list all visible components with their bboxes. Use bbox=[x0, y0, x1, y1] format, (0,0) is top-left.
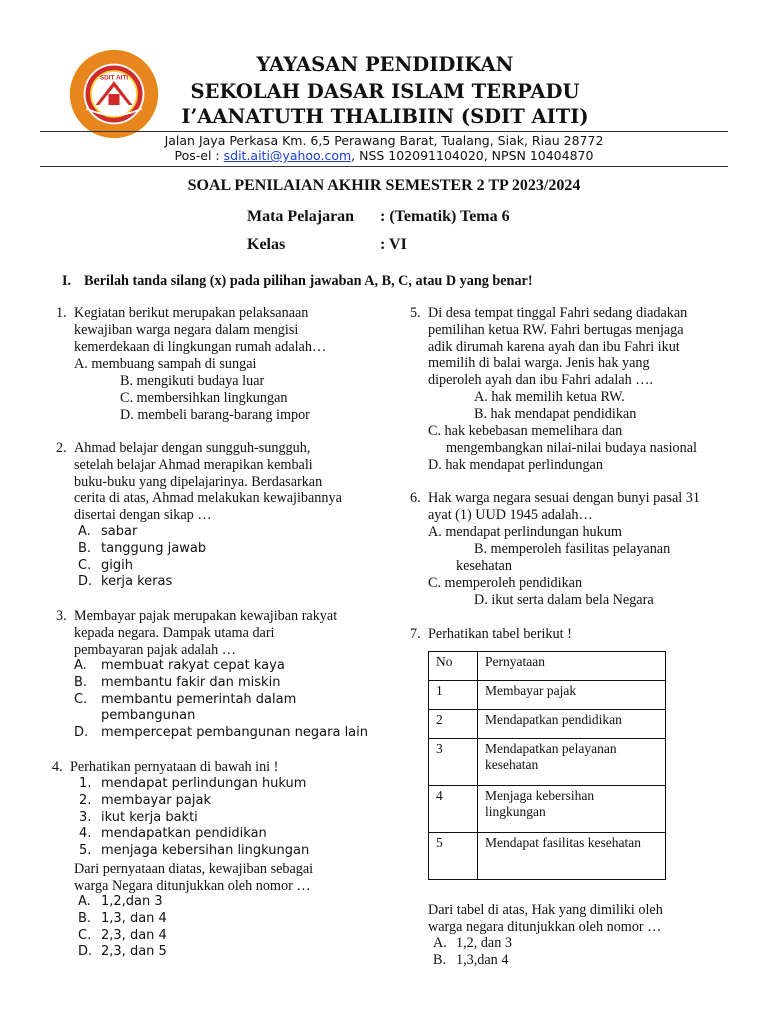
instruction-text: Berilah tanda silang (x) pada pilihan jawaban A, B, C, atau D yang benar! bbox=[84, 273, 533, 289]
q5-line: adik dirumah karena ayah dan ibu Fahri ikut bbox=[428, 338, 680, 355]
q4-question bbox=[74, 861, 370, 895]
q2-number: 2. bbox=[56, 440, 67, 456]
q5-option-b[interactable]: B. hak mendapat pendidikan bbox=[474, 406, 637, 422]
table-cell-no: 2 bbox=[429, 710, 478, 739]
q4-option-c[interactable]: 2,3, dan 4 bbox=[101, 927, 167, 943]
q2-options bbox=[101, 524, 206, 591]
q3-line: pembayaran pajak adalah … bbox=[74, 641, 236, 658]
q6-stem bbox=[428, 490, 728, 524]
q5-option-a[interactable]: A. hak memilih ketua RW. bbox=[474, 389, 625, 405]
q7-letters bbox=[433, 935, 447, 969]
q2-option-a[interactable]: sabar bbox=[101, 524, 138, 539]
q6-line: Hak warga negara sesuai dengan bunyi pasal 31 bbox=[428, 490, 700, 506]
q2-letter-d: D. bbox=[78, 574, 93, 590]
logo-lower-text: TUALANG bbox=[103, 115, 125, 121]
q3-options bbox=[101, 658, 368, 742]
table-cell-statement: Mendapat fasilitas kesehatan bbox=[478, 833, 666, 880]
table-header-statement: Pernyataan bbox=[478, 652, 666, 681]
q7-option-b[interactable]: 1,3,dan 4 bbox=[456, 951, 509, 968]
q3-letter-spacer bbox=[74, 708, 88, 725]
table-cell-statement: Menjaga kebersihan lingkungan bbox=[478, 786, 666, 833]
q5-option-c[interactable]: C. hak kebebasan memelihara dan bbox=[428, 423, 623, 439]
q1-option-d[interactable]: D. membeli barang-barang impor bbox=[120, 407, 310, 423]
q6-option-a[interactable]: A. mendapat perlindungan hukum bbox=[428, 524, 622, 540]
q2-line: Ahmad belajar dengan sungguh-sungguh, bbox=[74, 440, 311, 456]
q6-option-b-cont: kesehatan bbox=[456, 558, 512, 574]
q4-letter-c: C. bbox=[78, 927, 92, 943]
q2-option-c[interactable]: gigih bbox=[101, 557, 133, 573]
q3-letter-b: B. bbox=[74, 674, 88, 690]
q4-list-num: 3. bbox=[79, 809, 92, 825]
q5-line: Di desa tempat tinggal Fahri sedang diadakan bbox=[428, 305, 688, 321]
q3-stem bbox=[74, 608, 370, 658]
table-cell-no: 4 bbox=[429, 786, 478, 833]
q5-stem bbox=[428, 305, 724, 389]
q1-number: 1. bbox=[56, 305, 67, 321]
q1-stem bbox=[74, 305, 370, 355]
q2-stem bbox=[74, 440, 370, 524]
q7-question bbox=[428, 902, 728, 936]
q4-list-num: 5. bbox=[79, 843, 92, 859]
q1-line: Kegiatan berikut merupakan pelaksanaan bbox=[74, 305, 309, 321]
school-name: I’AANATUTH THALIBIIN (SDIT AITI) bbox=[181, 105, 589, 128]
q2-line: setelah belajar Ahmad merapikan kembali bbox=[74, 456, 313, 473]
table-row bbox=[429, 681, 666, 710]
contact-line bbox=[40, 148, 728, 164]
q3-letter-d: D. bbox=[74, 725, 89, 741]
q1-line: kemerdekaan di lingkungan rumah adalah… bbox=[74, 338, 327, 355]
q4-letter-b: B. bbox=[78, 910, 92, 926]
subject-value: : (Tematik) Tema 6 bbox=[380, 208, 510, 225]
school-type: SEKOLAH DASAR ISLAM TERPADU bbox=[190, 80, 580, 103]
q3-line: kepada negara. Dampak utama dari bbox=[74, 624, 275, 641]
q6-option-c[interactable]: C. memperoleh pendidikan bbox=[428, 575, 583, 591]
q7-intro: Perhatikan tabel berikut ! bbox=[428, 626, 572, 642]
q4-option-d[interactable]: 2,3, dan 5 bbox=[101, 944, 167, 960]
table-cell-no: 3 bbox=[429, 739, 478, 786]
school-logo bbox=[68, 48, 160, 140]
q7-letter-a: A. bbox=[433, 935, 447, 951]
class-label: Kelas bbox=[247, 236, 286, 253]
rights-table bbox=[428, 651, 666, 880]
school-address: Jalan Jaya Perkasa Km. 6,5 Perawang Barat, Tualang, Siak, Riau 28772 bbox=[164, 133, 604, 148]
q4-list-item: ikut kerja bakti bbox=[101, 809, 198, 825]
q5-line: pemilihan ketua RW. Fahri bertugas menjaga bbox=[428, 321, 684, 338]
q4-number: 4. bbox=[52, 759, 63, 775]
table-row bbox=[429, 710, 666, 739]
q1-option-b[interactable]: B. mengikuti budaya luar bbox=[120, 373, 265, 389]
q5-number: 5. bbox=[410, 305, 421, 321]
q3-letter-c: C. bbox=[74, 691, 88, 707]
email-link[interactable]: sdit.aiti@yahoo.com bbox=[223, 148, 352, 163]
q4-option-b[interactable]: 1,3, dan 4 bbox=[101, 910, 167, 926]
q4-letters bbox=[78, 894, 92, 961]
q6-option-b[interactable]: B. memperoleh fasilitas pelayanan bbox=[474, 541, 671, 557]
table-row bbox=[429, 739, 666, 786]
q4-list-num: 1. bbox=[79, 776, 92, 791]
q6-number: 6. bbox=[410, 490, 421, 506]
q2-line: cerita di atas, Ahmad melakukan kewajibannya bbox=[74, 490, 342, 507]
q3-letters bbox=[74, 658, 88, 742]
q4-list-item: menjaga kebersihan lingkungan bbox=[101, 843, 310, 859]
q4-options bbox=[101, 894, 167, 961]
instruction-number: I. bbox=[62, 273, 72, 289]
registration-numbers: , NSS 102091104020, NPSN 10404870 bbox=[351, 148, 594, 163]
q3-number: 3. bbox=[56, 608, 67, 624]
q5-line: diperoleh ayah dan ibu Fahri adalah …. bbox=[428, 372, 653, 389]
q4-list-numbers bbox=[79, 776, 91, 860]
q4-letter-a: A. bbox=[78, 894, 91, 909]
q3-option-a[interactable]: membuat rakyat cepat kaya bbox=[101, 658, 285, 673]
q4-list-item: mendapatkan pendidikan bbox=[101, 826, 267, 842]
table-header-row bbox=[429, 652, 666, 681]
q1-option-c[interactable]: C. membersihkan lingkungan bbox=[120, 390, 288, 406]
q7-question-line: warga negara ditunjukkan oleh nomor … bbox=[428, 918, 662, 935]
table-cell-statement: Mendapatkan pelayanan kesehatan bbox=[478, 739, 666, 786]
foundation-name: YAYASAN PENDIDIKAN bbox=[256, 53, 514, 76]
table-row bbox=[429, 786, 666, 833]
email-prefix: Pos-el : bbox=[174, 148, 224, 163]
logo-center-text: SDIT AITI bbox=[99, 74, 129, 82]
q2-line: buku-buku yang dipelajarinya. Berdasarkan bbox=[74, 473, 323, 490]
class-value: : VI bbox=[380, 236, 407, 253]
q2-line: disertai dengan sikap … bbox=[74, 507, 212, 524]
q7-options bbox=[456, 935, 512, 969]
q4-list-item: membayar pajak bbox=[101, 792, 212, 808]
q5-option-c-cont: mengembangkan nilai-nilai budaya nasional bbox=[446, 440, 697, 456]
q7-question-line: Dari tabel di atas, Hak yang dimiliki oleh bbox=[428, 902, 663, 918]
q5-option-d[interactable]: D. hak mendapat perlindungan bbox=[428, 457, 603, 473]
table-row bbox=[429, 833, 666, 880]
q2-letters bbox=[78, 524, 92, 591]
q4-list-num: 2. bbox=[79, 792, 92, 808]
q3-option-c-cont: pembangunan bbox=[101, 708, 196, 724]
q4-intro: Perhatikan pernyataan di bawah ini ! bbox=[70, 759, 279, 775]
q6-line: ayat (1) UUD 1945 adalah… bbox=[428, 506, 593, 523]
q4-letter-d: D. bbox=[78, 944, 93, 960]
q7-option-a[interactable]: 1,2, dan 3 bbox=[456, 935, 512, 951]
subject-label: Mata Pelajaran bbox=[247, 208, 355, 225]
q2-letter-b: B. bbox=[78, 540, 92, 556]
table-header-no: No bbox=[429, 652, 478, 681]
q2-letter-a: A. bbox=[78, 524, 91, 539]
q3-line: Membayar pajak merupakan kewajiban rakyat bbox=[74, 608, 338, 624]
q3-option-b[interactable]: membantu fakir dan miskin bbox=[101, 674, 281, 690]
q7-number: 7. bbox=[410, 626, 421, 642]
q3-option-d[interactable]: mempercepat pembangunan negara lain bbox=[101, 725, 368, 741]
q3-letter-a: A. bbox=[74, 658, 87, 673]
q3-option-c[interactable]: membantu pemerintah dalam bbox=[101, 691, 297, 707]
q1-option-a[interactable]: A. membuang sampah di sungai bbox=[74, 356, 257, 372]
table-cell-statement: Mendapatkan pendidikan bbox=[478, 710, 666, 739]
header-rule-top bbox=[40, 131, 728, 132]
q7-letter-b: B. bbox=[433, 951, 447, 968]
q6-option-d[interactable]: D. ikut serta dalam bela Negara bbox=[474, 592, 654, 608]
table-cell-statement: Membayar pajak bbox=[478, 681, 666, 710]
q4-list bbox=[101, 776, 309, 860]
q4-list-item: mendapat perlindungan hukum bbox=[101, 776, 307, 791]
q4-list-num: 4. bbox=[79, 826, 92, 842]
q2-option-b[interactable]: tanggung jawab bbox=[101, 540, 207, 556]
q2-letter-c: C. bbox=[78, 557, 92, 573]
table-cell-no: 5 bbox=[429, 833, 478, 880]
q1-line: kewajiban warga negara dalam mengisi bbox=[74, 321, 299, 338]
q2-option-d[interactable]: kerja keras bbox=[101, 574, 173, 590]
q4-question-line: Dari pernyataan diatas, kewajiban sebagai bbox=[74, 861, 314, 877]
exam-title: SOAL PENILAIAN AKHIR SEMESTER 2 TP 2023/2024 bbox=[187, 177, 581, 194]
q5-line: memilih di balai warga. Jenis hak yang bbox=[428, 355, 650, 372]
header-rule-bottom bbox=[40, 166, 728, 167]
table-cell-no: 1 bbox=[429, 681, 478, 710]
q4-question-line: warga Negara ditunjukkan oleh nomor … bbox=[74, 877, 311, 894]
q4-option-a[interactable]: 1,2,dan 3 bbox=[101, 894, 163, 909]
